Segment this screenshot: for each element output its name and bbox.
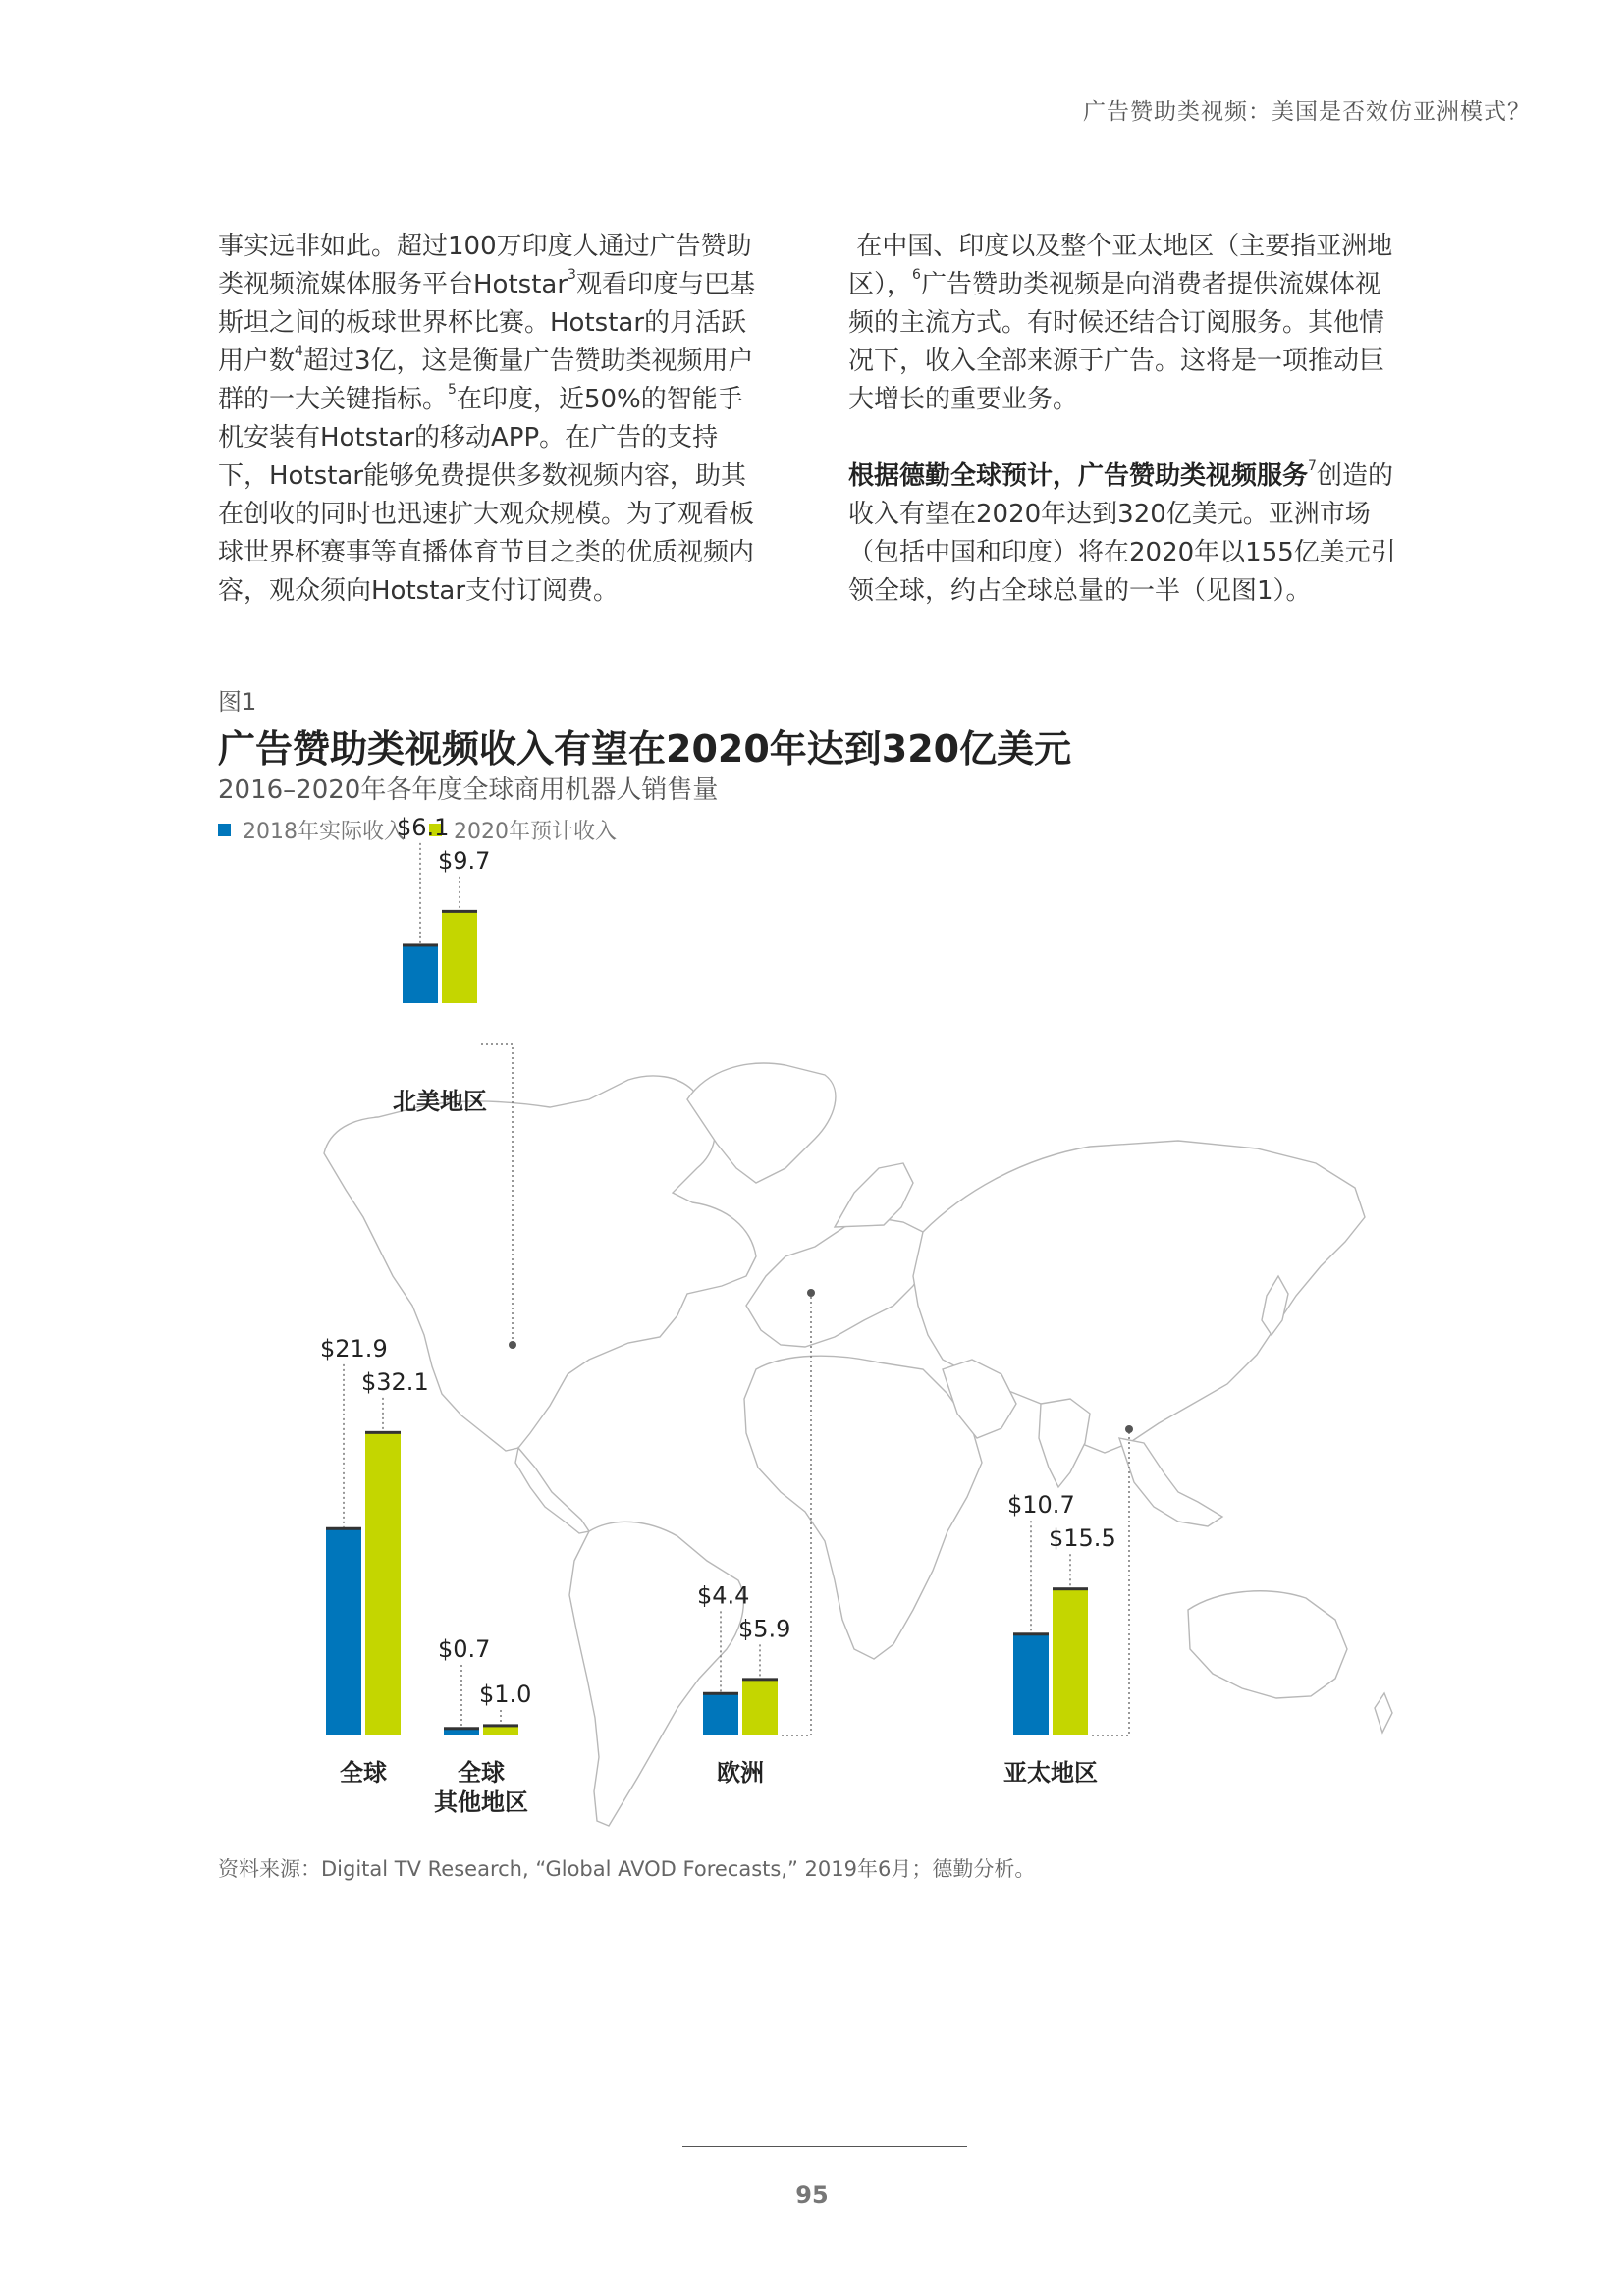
left-text-b: 观看印度与巴基斯坦之间的板球世界杯比赛。Hotstar的月活跃用户数 bbox=[218, 270, 755, 376]
bar-cap-2020-cat-3 bbox=[742, 1678, 778, 1681]
value-label-2018-cat-3: $4.4 bbox=[697, 1581, 750, 1610]
footnote-ref-5: 5 bbox=[448, 382, 457, 398]
map-anchor-dot-cat-0 bbox=[509, 1341, 516, 1349]
category-label-cat-3-0: 欧洲 bbox=[717, 1759, 764, 1787]
bar-2020-cat-2 bbox=[483, 1726, 518, 1735]
bar-cap-2020-cat-0 bbox=[442, 910, 477, 913]
bar-cap-2020-cat-4 bbox=[1053, 1587, 1088, 1590]
map-central-america bbox=[515, 1448, 589, 1533]
value-label-2020-cat-0: $9.7 bbox=[438, 846, 491, 875]
figure-title: 广告赞助类视频收入有望在2020年达到320亿美元 bbox=[218, 727, 1072, 771]
bar-2020-cat-3 bbox=[742, 1680, 778, 1735]
value-label-2020-cat-4: $15.5 bbox=[1049, 1524, 1116, 1553]
bar-cap-2020-cat-1 bbox=[365, 1431, 401, 1434]
bar-2018-cat-4 bbox=[1013, 1634, 1049, 1735]
category-label-cat-2-0: 全球 bbox=[458, 1759, 505, 1787]
footer-rule bbox=[682, 2146, 967, 2147]
footnote-ref-7: 7 bbox=[1308, 458, 1317, 474]
map-connector-cat-4 bbox=[1092, 1429, 1129, 1735]
map-new-zealand bbox=[1375, 1693, 1392, 1733]
left-text-d: 在印度，近50%的智能手机安装有Hotstar的移动APP。在广告的支持下，Hotstar能够免费提供多数视频内容，助其在创收的同时也迅速扩大观众规模。为了观看板球世界杯赛事等直播体育节目之类的优质视频内容，观众须向Hotstar支付订阅费。 bbox=[218, 385, 755, 606]
bar-cap-2018-cat-4 bbox=[1013, 1632, 1049, 1635]
value-label-2020-cat-1: $32.1 bbox=[361, 1367, 429, 1396]
value-label-2020-cat-3: $5.9 bbox=[738, 1615, 791, 1643]
figure-subtitle: 2016–2020年各年度全球商用机器人销售量 bbox=[218, 775, 719, 805]
right-bold-lead: 根据德勤全球预计，广告赞助类视频服务 bbox=[848, 461, 1309, 491]
map-india bbox=[1039, 1399, 1090, 1487]
footnote-ref-3: 3 bbox=[568, 267, 576, 283]
bar-cap-2018-cat-0 bbox=[403, 943, 438, 946]
legend-label-2020: 2020年预计收入 bbox=[454, 820, 617, 844]
category-label-cat-4-0: 亚太地区 bbox=[1003, 1759, 1098, 1787]
footnote-ref-4: 4 bbox=[295, 344, 303, 359]
bar-2018-cat-1 bbox=[326, 1529, 361, 1735]
source-note: 资料来源：Digital TV Research, “Global AVOD Forecasts,” 2019年6月；德勤分析。 bbox=[218, 1857, 1036, 1881]
map-southeast-asia bbox=[1119, 1438, 1222, 1526]
bar-2018-cat-3 bbox=[703, 1694, 738, 1735]
map-greenland bbox=[687, 1063, 836, 1183]
value-label-2018-cat-2: $0.7 bbox=[438, 1635, 491, 1663]
value-label-2018-cat-1: $21.9 bbox=[320, 1334, 388, 1362]
right-text-b: 广告赞助类视频是向消费者提供流媒体视频的主流方式。有时候还结合订阅服务。其他情况下，收入全部来源于广告。这将是一项推动巨大增长的重要业务。 bbox=[848, 270, 1385, 414]
bar-cap-2018-cat-3 bbox=[703, 1692, 738, 1695]
footnote-ref-6: 6 bbox=[912, 267, 921, 283]
map-australia bbox=[1188, 1591, 1347, 1698]
bar-cap-2018-cat-1 bbox=[326, 1527, 361, 1530]
page-number: 95 bbox=[795, 2181, 829, 2209]
left-text-c: 超过3亿，这是衡量广告赞助类视频用户群的一大关键指标。 bbox=[218, 347, 754, 414]
value-label-2018-cat-0: $6.1 bbox=[397, 813, 450, 841]
left-text-a: 事实远非如此。超过100万印度人通过广告赞助类视频流媒体服务平台Hotstar bbox=[218, 232, 752, 299]
value-label-2018-cat-4: $10.7 bbox=[1007, 1491, 1075, 1520]
right-text-c: 创造的收入有望在2020年达到320亿美元。亚洲市场（包括中国和印度）将在2020年以155亿美元引领全球，约占全球总量的一半（见图1）。 bbox=[848, 461, 1396, 606]
legend-label-2018: 2018年实际收入 bbox=[243, 820, 406, 844]
map-europe bbox=[746, 1217, 928, 1347]
bar-cap-2018-cat-2 bbox=[444, 1727, 479, 1730]
category-label-cat-1-0: 全球 bbox=[340, 1759, 387, 1787]
bar-2020-cat-4 bbox=[1053, 1589, 1088, 1735]
map-anchor-dot-cat-4 bbox=[1125, 1425, 1133, 1433]
category-label-cat-0-0: 北美地区 bbox=[393, 1088, 487, 1115]
value-label-2020-cat-2: $1.0 bbox=[479, 1681, 532, 1708]
figure-label: 图1 bbox=[218, 688, 257, 716]
map-scandinavia bbox=[835, 1163, 913, 1227]
bar-2018-cat-0 bbox=[403, 945, 438, 1003]
right-text-a: 在中国、印度以及整个亚太地区（主要指亚洲地区）， bbox=[848, 232, 1393, 299]
bar-cap-2020-cat-2 bbox=[483, 1724, 518, 1727]
running-header: 广告赞助类视频：美国是否效仿亚洲模式？ bbox=[1083, 99, 1531, 125]
map-anchor-dot-cat-3 bbox=[807, 1289, 815, 1297]
category-label-cat-2-1: 其他地区 bbox=[434, 1789, 528, 1816]
bar-2020-cat-0 bbox=[442, 912, 477, 1003]
bar-2020-cat-1 bbox=[365, 1433, 401, 1735]
world-map bbox=[324, 1063, 1392, 1826]
map-africa bbox=[744, 1356, 982, 1659]
bar-2018-cat-2 bbox=[444, 1729, 479, 1735]
